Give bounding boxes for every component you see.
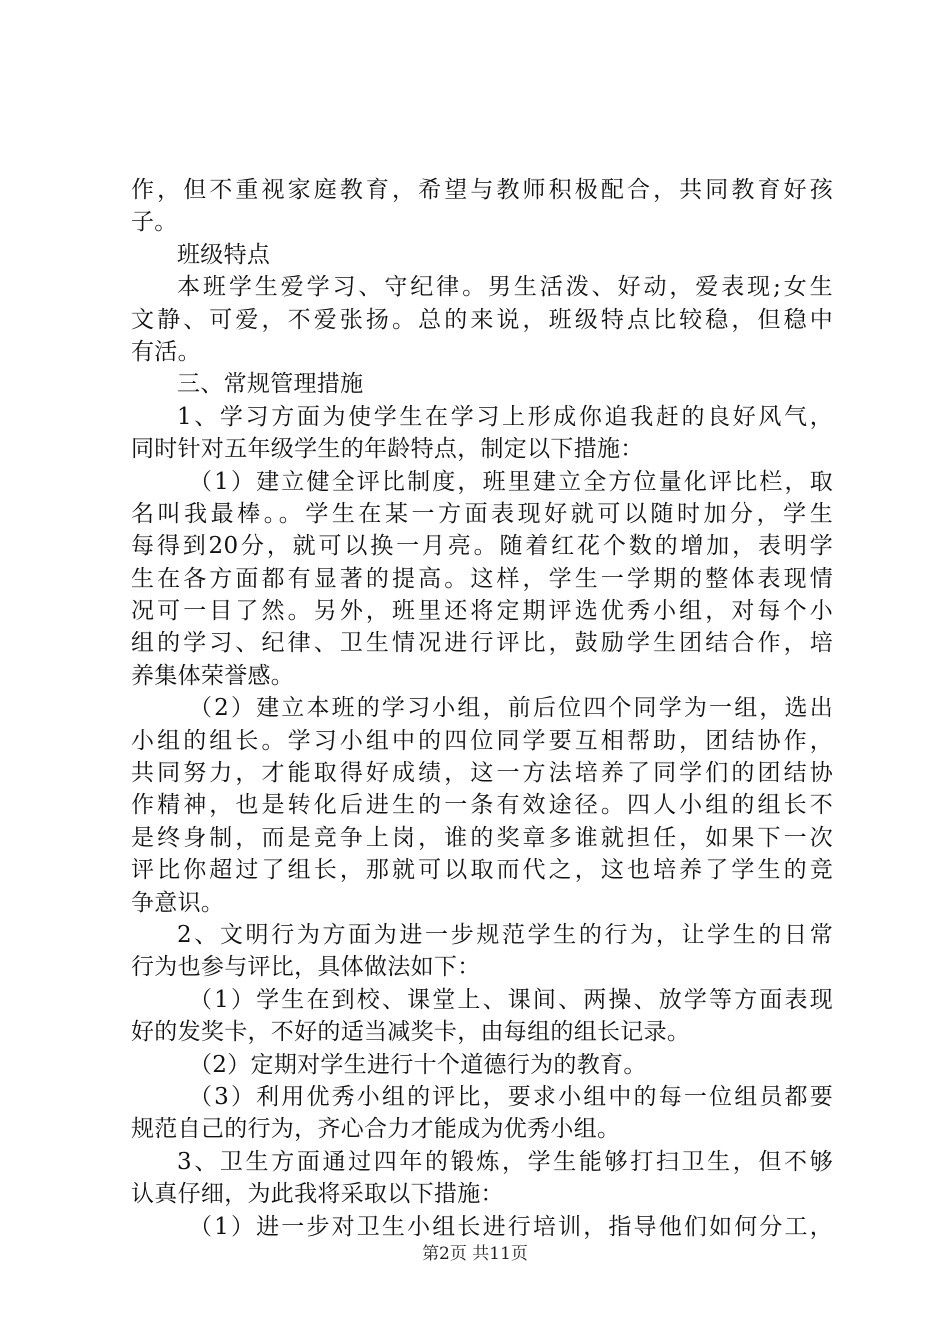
text-line: 小组的组长。学习小组中的四位同学要互相帮助，团结协作， xyxy=(131,727,833,754)
text-line: 名叫我最棒。。学生在某一方面表现好就可以随时加分，学生 xyxy=(131,500,833,527)
text-line: 况可一目了然。另外，班里还将定期评选优秀小组，对每个小 xyxy=(131,598,833,625)
text-line: 3、卫生方面通过四年的锻炼，学生能够打扫卫生，但不够 xyxy=(177,1148,833,1175)
text-line: 生在各方面都有显著的提高。这样，学生一学期的整体表现情 xyxy=(131,565,833,592)
text-line: 规范自己的行为，齐心合力才能成为优秀小组。 xyxy=(131,1116,621,1143)
text-line: （2）建立本班的学习小组，前后位四个同学为一组，选出 xyxy=(189,695,833,722)
text-line: 子。 xyxy=(131,209,178,236)
text-line: 养集体荣誉感。 xyxy=(131,662,295,689)
text-line: 认真仔细，为此我将采取以下措施： xyxy=(131,1181,504,1208)
text-line: 共同努力，才能取得好成绩，这一方法培养了同学们的团结协 xyxy=(131,760,833,787)
text-line: 作，但不重视家庭教育，希望与教师积极配合，共同教育好孩 xyxy=(131,177,833,203)
text-line: （2）定期对学生进行十个道德行为的教育。 xyxy=(189,1051,647,1078)
text-line: 文静、可爱，不爱张扬。总的来说，班级特点比较稳，但稳中 xyxy=(131,306,833,333)
text-line: 作精神，也是转化后进生的一条有效途径。四人小组的组长不 xyxy=(131,792,833,819)
page-number: 第2页 共11页 xyxy=(422,1244,528,1264)
text-line: 2、文明行为方面为进一步规范学生的行为，让学生的日常 xyxy=(177,921,833,948)
page-footer xyxy=(0,1242,950,1266)
text-line: 1、学习方面为使学生在学习上形成你追我赶的良好风气， xyxy=(177,403,833,430)
text-line: 争意识。 xyxy=(131,889,225,916)
text-line: （1）学生在到校、课堂上、课间、两操、放学等方面表现 xyxy=(189,986,833,1013)
text-line: 评比你超过了组长，那就可以取而代之，这也培养了学生的竞 xyxy=(131,857,833,884)
text-line: 是终身制，而是竞争上岗，谁的奖章多谁就担任，如果下一次 xyxy=(131,824,833,851)
text-line: （1）进一步对卫生小组长进行培训，指导他们如何分工， xyxy=(189,1213,833,1240)
text-line: （1）建立健全评比制度，班里建立全方位量化评比栏，取 xyxy=(189,468,833,495)
text-line: 行为也参与评比，具体做法如下： xyxy=(131,954,481,981)
section-heading: 班级特点 xyxy=(177,241,271,268)
text-line: 本班学生爱学习、守纪律。男生活泼、好动，爱表现;女生 xyxy=(177,274,833,301)
text-line: （3）利用优秀小组的评比，要求小组中的每一位组员都要 xyxy=(189,1083,833,1110)
text-line: 好的发奖卡，不好的适当减奖卡，由每组的组长记录。 xyxy=(131,1019,691,1046)
document-body xyxy=(131,174,833,1243)
text-line: 有活。 xyxy=(131,338,201,365)
text-line: 同时针对五年级学生的年龄特点，制定以下措施： xyxy=(131,436,644,463)
section-heading: 三、常规管理措施 xyxy=(177,371,364,398)
text-line: 每得到20分，就可以换一月亮。随着红花个数的增加，表明学 xyxy=(131,533,833,560)
text-line: 组的学习、纪律、卫生情况进行评比，鼓励学生团结合作，培 xyxy=(131,630,833,657)
